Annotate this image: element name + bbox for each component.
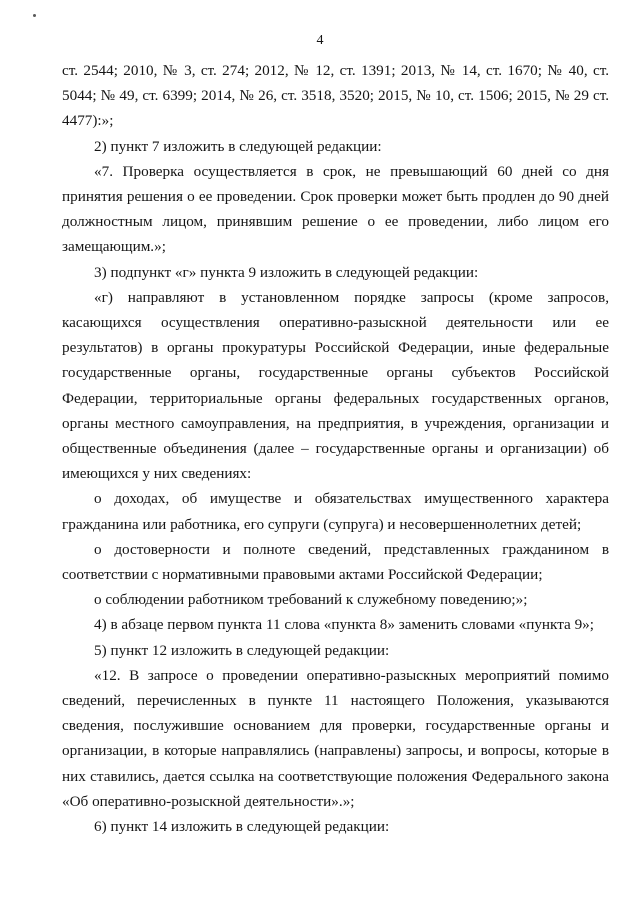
paragraph-item-3: 3) подпункт «г» пункта 9 изложить в следующей редакции: <box>94 263 479 281</box>
document-body <box>62 58 609 839</box>
paragraph-reliability-info: о достоверности и полноте сведений, представленных гражданином в соответствии с нормативными правовыми актами Российской Федерации; <box>62 540 609 584</box>
page-number: 4 <box>316 33 324 48</box>
paragraph-item-6: 6) пункт 14 изложить в следующей редакции: <box>94 818 390 836</box>
paragraph-item-4: 4) в абзаце первом пункта 11 слова «пункта 8» заменить словами «пункта 9»; <box>94 616 594 634</box>
paragraph-subclause-g: «г) направляют в установленном порядке запросы (кроме запросов, касающихся осуществления оперативно-разыскной деятельности или ее результатов) в органы прокуратуры Российской Федерации, иные федеральные государственные органы, государственные органы субъектов Российской Федерации, территориальные органы федеральных государственных органов, органы местного самоуправления, на предприятия, в учреждения, организации и общественные объединения (далее – государственные органы и организации) об имеющихся у них сведениях: <box>62 288 609 483</box>
paragraph-income-info: о доходах, об имуществе и обязательствах имущественного характера гражданина или работника, его супруги (супруга) и несовершеннолетних детей; <box>62 490 609 533</box>
paragraph-clause-7: «7. Проверка осуществляется в срок, не превышающий 60 дней со дня принятия решения о ее проведении. Срок проверки может быть продлен до 90 дней должностным лицом, принявшим решение о ее проведении, либо лицом его замещающим.»; <box>62 162 609 256</box>
paragraph-item-2: 2) пункт 7 изложить в следующей редакции: <box>94 137 382 155</box>
paragraph-clause-12: «12. В запросе о проведении оперативно-разыскных мероприятий помимо сведений, перечисленных в пункте 11 настоящего Положения, указываются сведения, послужившие основанием для проверки, государственные органы и организации, в которые направлялись (направлены) запросы, и вопросы, которые в них ставились, дается ссылка на соответствующие положения Федерального закона «Об оперативно-розыскной деятельности».»; <box>62 666 609 810</box>
paragraph-item-5: 5) пункт 12 изложить в следующей редакции: <box>94 641 390 659</box>
paragraph-conduct-compliance: о соблюдении работником требований к служебному поведению;»; <box>94 591 528 609</box>
paragraph-citation-continuation: ст. 2544; 2010, № 3, ст. 274; 2012, № 12, ст. 1391; 2013, № 14, ст. 1670; № 40, ст. 5044; № 49, ст. 6399; 2014, № 26, ст. 3518, 3520; 2015, № 10, ст. 1506; 2015, № 29 ст. 4477):»; <box>62 62 609 130</box>
scan-dot-mark <box>33 14 36 17</box>
